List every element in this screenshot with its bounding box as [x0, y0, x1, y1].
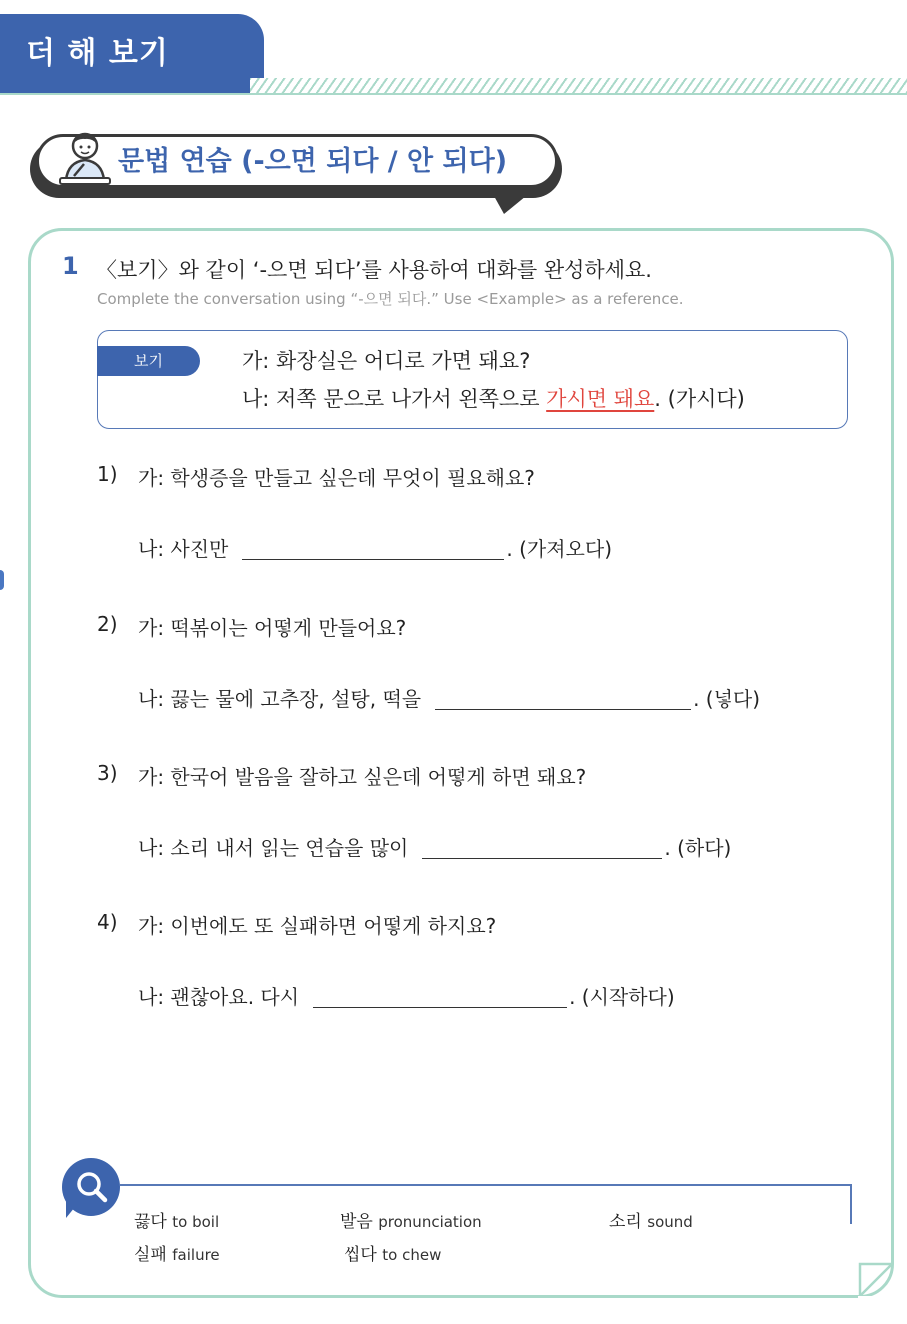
vocab-divider-right	[850, 1184, 852, 1224]
vocab-korean: 소리	[609, 1212, 642, 1232]
item-question: 가: 학생증을 만들고 싶은데 무엇이 필요해요?	[138, 466, 535, 490]
vocab-korean: 실패	[134, 1245, 167, 1265]
example-line-2-suffix: . (가시다)	[654, 387, 745, 411]
item-question: 가: 이번에도 또 실패하면 어떻게 하지요?	[138, 914, 497, 938]
vocab-english: sound	[647, 1213, 693, 1231]
item-number: 2)	[97, 612, 118, 636]
item-answer-suffix: . (시작하다)	[569, 985, 675, 1009]
vocab-item	[609, 1207, 693, 1232]
example-line-1: 가: 화장실은 어디로 가면 돼요?	[242, 349, 531, 373]
section-bubble-tail	[494, 196, 526, 214]
vocab-english: pronunciation	[378, 1213, 482, 1231]
item-answer-prefix: 나: 사진만	[138, 537, 229, 561]
example-label: 보기	[97, 346, 200, 376]
example-line-2-prefix: 나: 저쪽 문으로 나가서 왼쪽으로	[242, 387, 547, 411]
item-answer-line	[138, 533, 612, 562]
answer-blank-4[interactable]	[313, 985, 567, 1008]
header-tab: 더 해 보기	[0, 14, 264, 94]
question-instruction: 〈보기〉와 같이 ‘-으면 되다’를 사용하여 대화를 완성하세요.	[96, 258, 652, 282]
item-answer-line	[138, 981, 675, 1010]
magnifier-icon	[72, 1167, 112, 1207]
vocab-item	[134, 1207, 219, 1232]
item-answer-prefix: 나: 소리 내서 읽는 연습을 많이	[138, 836, 409, 860]
item-answer-line	[138, 683, 760, 712]
answer-blank-2[interactable]	[435, 687, 691, 710]
student-writing-icon	[54, 128, 116, 190]
vocab-english: to chew	[382, 1246, 442, 1264]
item-answer-prefix: 나: 괜찮아요. 다시	[138, 985, 300, 1009]
example-line-2	[242, 383, 745, 413]
answer-blank-1[interactable]	[242, 537, 504, 560]
vocab-korean: 씹다	[344, 1245, 377, 1265]
vocab-item	[344, 1240, 441, 1265]
item-number: 1)	[97, 462, 118, 486]
page-corner-fold	[858, 1262, 894, 1298]
question-instruction-english: Complete the conversation using “-으면 되다.” Use <Example> as a reference.	[97, 290, 684, 308]
vocab-divider	[120, 1184, 851, 1186]
item-answer-suffix: . (하다)	[664, 836, 732, 860]
vocab-item	[340, 1207, 482, 1232]
vocab-korean: 끓다	[134, 1212, 167, 1232]
vocab-item	[134, 1240, 220, 1265]
page-edge-marker	[0, 570, 4, 590]
item-number: 4)	[97, 910, 118, 934]
item-answer-suffix: . (가져오다)	[506, 537, 612, 561]
header-divider	[0, 93, 907, 95]
section-title: 문법 연습 (-으면 되다 / 안 되다)	[118, 146, 508, 177]
item-question: 가: 떡볶이는 어떻게 만들어요?	[138, 616, 407, 640]
item-question: 가: 한국어 발음을 잘하고 싶은데 어떻게 하면 돼요?	[138, 765, 587, 789]
vocab-korean: 발음	[340, 1212, 373, 1232]
item-number: 3)	[97, 761, 118, 785]
vocab-english: to boil	[172, 1213, 220, 1231]
item-answer-line	[138, 832, 731, 861]
header-stripe	[250, 78, 907, 94]
question-number: 1	[62, 252, 79, 280]
item-answer-suffix: . (넣다)	[693, 687, 761, 711]
answer-blank-3[interactable]	[422, 836, 662, 859]
item-answer-prefix: 나: 끓는 물에 고추장, 설탕, 떡을	[138, 687, 422, 711]
example-answer: 가시면 돼요	[546, 387, 655, 411]
vocab-english: failure	[172, 1246, 220, 1264]
